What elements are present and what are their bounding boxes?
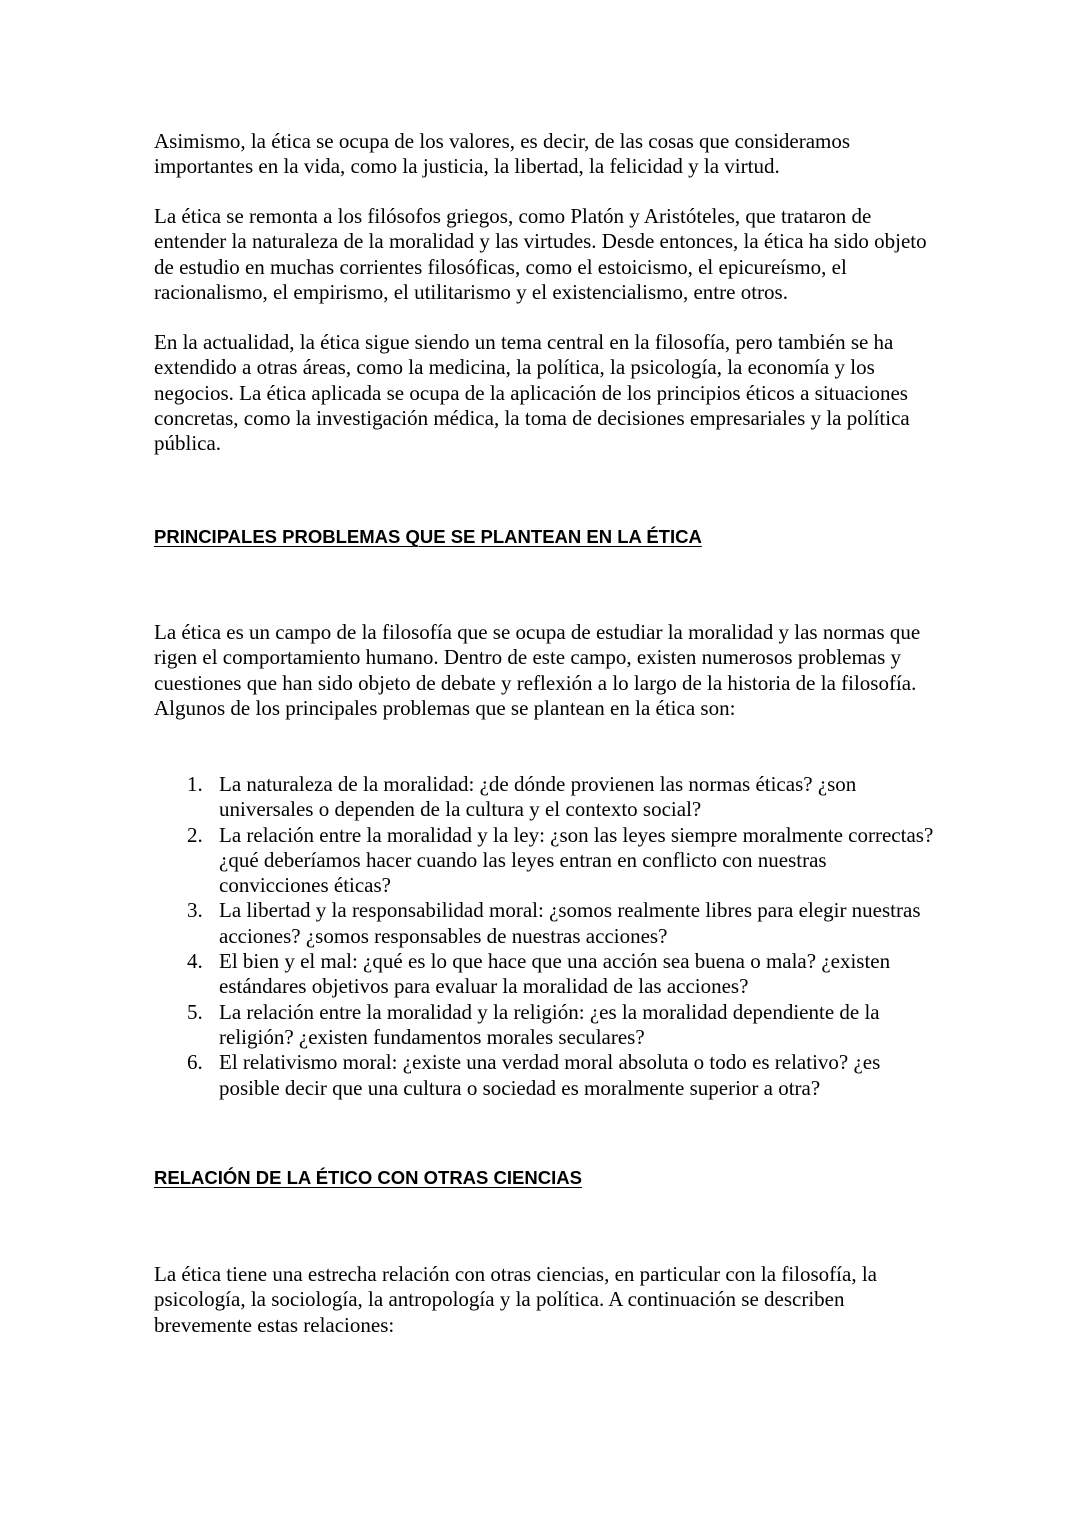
list-number: 5. [187, 999, 203, 1024]
paragraph-relations: La ética tiene una estrecha relación con otras ciencias, en particular con la filosofía, la psicología, la sociología, la antropología y la política. A continuación se describen brevemente estas relaciones: [154, 1262, 877, 1337]
problems-list [154, 772, 934, 1101]
list-item-text: El relativismo moral: ¿existe una verdad moral absoluta o todo es relativo? ¿es posible decir que una cultura o sociedad es moralmente superior a otra? [219, 1050, 881, 1100]
list-item [154, 823, 934, 899]
heading-relation-sciences: RELACIÓN DE LA ÉTICO CON OTRAS CIENCIAS [154, 1167, 582, 1188]
list-number: 1. [187, 772, 203, 796]
list-item [154, 772, 934, 823]
list-number: 3. [187, 898, 203, 923]
list-item-text: La libertad y la responsabilidad moral: ¿somos realmente libres para elegir nuestras acciones? ¿somos responsables de nuestras acciones? [219, 898, 921, 948]
list-number: 2. [187, 822, 203, 847]
list-number: 4. [187, 949, 203, 974]
heading-main-problems: PRINCIPALES PROBLEMAS QUE SE PLANTEAN EN LA ÉTICA [154, 526, 702, 547]
paragraph-history: La ética se remonta a los filósofos griegos, como Platón y Aristóteles, que trataron de entender la naturaleza de la moralidad y las virtudes. Desde entonces, la ética ha sido objeto de estudio en muchas corrientes filosóficas, como el estoicismo, el epicureísmo, el racionalismo, el empirismo, el utilitarismo y el existencialismo, entre otros. [154, 204, 927, 304]
list-item [154, 1050, 934, 1101]
paragraph-current: En la actualidad, la ética sigue siendo un tema central en la filosofía, pero también se ha extendido a otras áreas, como la medicina, la política, la psicología, la economía y los negocios. La ética aplicada se ocupa de la aplicación de los principios éticos a situaciones concretas, como la investigación médica, la toma de decisiones empresariales y la política pública. [154, 330, 910, 456]
list-item [154, 949, 934, 1000]
paragraph-problems-intro: La ética es un campo de la filosofía que se ocupa de estudiar la moralidad y las normas que rigen el comportamiento humano. Dentro de este campo, existen numerosos problemas y cuestiones que han sido objeto de debate y reflexión a lo largo de la historia de la filosofía. Algunos de los principales problemas que se plantean en la ética son: [154, 620, 921, 720]
list-item-text: La naturaleza de la moralidad: ¿de dónde provienen las normas éticas? ¿son universales o dependen de la cultura y el contexto social? [219, 772, 857, 822]
list-item-text: El bien y el mal: ¿qué es lo que hace que una acción sea buena o mala? ¿existen estándares objetivos para evaluar la moralidad de las acciones? [219, 949, 891, 999]
list-item [154, 898, 934, 949]
list-item-text: La relación entre la moralidad y la religión: ¿es la moralidad dependiente de la religión? ¿existen fundamentos morales seculares? [219, 999, 880, 1049]
list-item-text: La relación entre la moralidad y la ley: ¿son las leyes siempre moralmente correctas? ¿qué deberíamos hacer cuando las leyes entran en conflicto con nuestras convicciones éticas? [219, 822, 934, 898]
list-item [154, 1000, 934, 1051]
paragraph-values: Asimismo, la ética se ocupa de los valores, es decir, de las cosas que consideramos importantes en la vida, como la justicia, la libertad, la felicidad y la virtud. [154, 129, 851, 179]
list-number: 6. [187, 1050, 203, 1075]
